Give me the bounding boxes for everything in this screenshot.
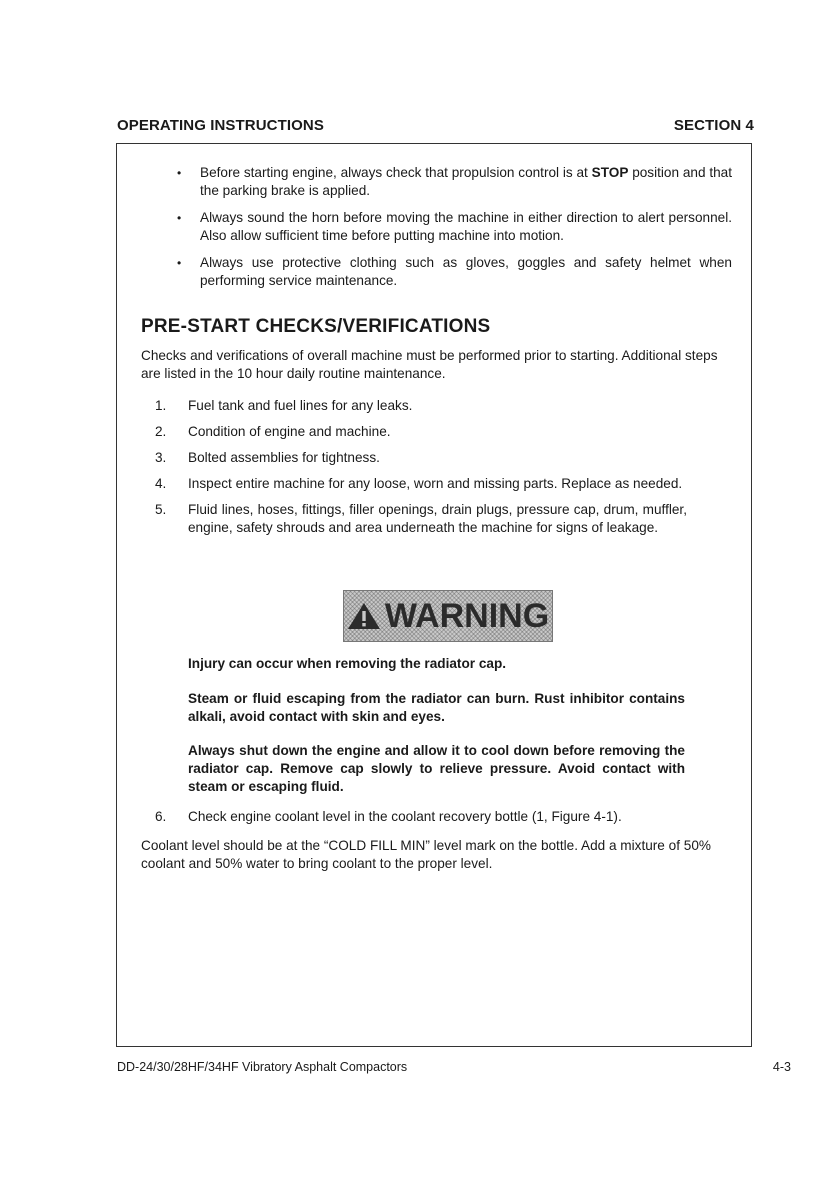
warning-triangle-icon [347, 601, 381, 631]
bullet-text: position and that the parking brake is applied. [200, 165, 732, 198]
step-number: 4. [155, 476, 167, 491]
step-text: Fluid lines, hoses, fittings, filler openings, drain plugs, pressure cap, drum, muffler, engine, safety shrouds and area underneath the machine for signs of leakage. [188, 502, 687, 535]
list-item [155, 397, 687, 415]
warning-paragraph: Injury can occur when removing the radiator cap. [188, 656, 507, 671]
step-number: 2. [155, 424, 167, 439]
list-item [155, 449, 687, 467]
bullet-text: Always sound the horn before moving the machine in either direction to alert personnel. Also allow sufficient time before putting machine into motion. [200, 210, 732, 243]
bullet-text: Before starting engine, always check that propulsion control is at [200, 165, 592, 180]
step-text: Bolted assemblies for tightness. [188, 450, 380, 465]
section-intro: Checks and verifications of overall machine must be performed prior to starting. Additional steps are listed in the 10 hour daily routine maintenance. [141, 348, 718, 381]
content-frame [116, 143, 752, 1047]
closing-paragraph: Coolant level should be at the “COLD FILL MIN” level mark on the bottle. Add a mixture of 50% coolant and 50% water to bring coolant to the proper level. [141, 838, 711, 871]
warning-banner [343, 590, 553, 642]
step-number: 5. [155, 502, 167, 517]
warning-paragraph: Always shut down the engine and allow it to cool down before removing the radiator cap. Remove cap slowly to relieve pressure. Avoid contact with steam or escaping fluid. [188, 743, 685, 794]
list-item [177, 254, 732, 290]
list-item [155, 475, 687, 493]
warning-paragraph: Steam or fluid escaping from the radiator can burn. Rust inhibitor contains alkali, avoid contact with skin and eyes. [188, 691, 685, 724]
page-number: 4-3 [772, 1060, 791, 1074]
warning-label: WARNING [384, 596, 550, 635]
bullet-text: Always use protective clothing such as gloves, goggles and safety helmet when performing service maintenance. [200, 255, 732, 288]
safety-bullet-list [177, 164, 732, 299]
step-number: 6. [155, 809, 167, 824]
list-item [155, 501, 687, 537]
section-title: PRE-START CHECKS/VERIFICATIONS [141, 316, 491, 337]
page-header-title: OPERATING INSTRUCTIONS [117, 117, 324, 134]
step-number: 1. [155, 398, 167, 413]
step-number: 3. [155, 450, 167, 465]
checklist [155, 397, 687, 545]
footer-document-title: DD-24/30/28HF/34HF Vibratory Asphalt Compactors [117, 1060, 408, 1074]
step-text: Condition of engine and machine. [188, 424, 391, 439]
step-text: Inspect entire machine for any loose, worn and missing parts. Replace as needed. [188, 476, 683, 491]
list-item [155, 423, 687, 441]
step-text: Check engine coolant level in the coolant recovery bottle (1, Figure 4-1). [188, 809, 622, 824]
list-item [177, 164, 732, 200]
list-item [177, 209, 732, 245]
step-text: Fuel tank and fuel lines for any leaks. [188, 398, 413, 413]
page-header-section: SECTION 4 [673, 117, 754, 134]
step-six [155, 808, 715, 826]
bullet-emphasis: STOP [591, 165, 629, 180]
